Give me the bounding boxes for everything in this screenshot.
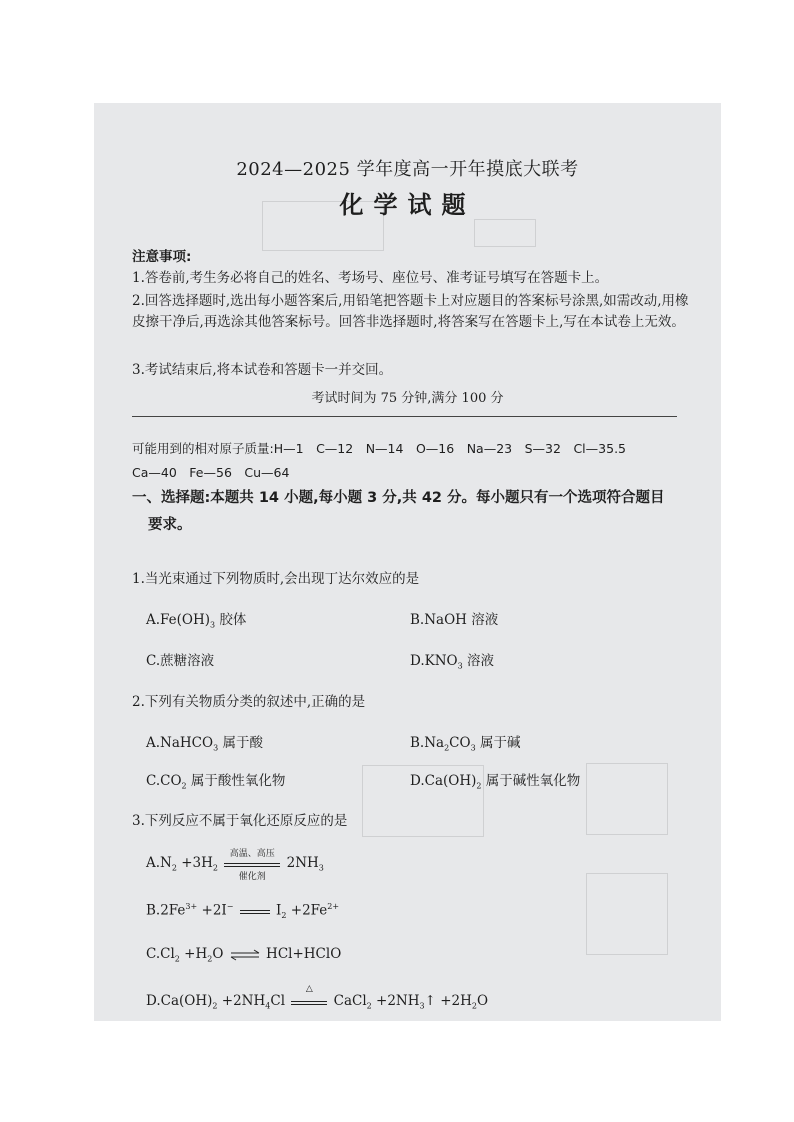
note-item: 3.考试结束后,将本试卷和答题卡一并交回。 <box>132 362 393 378</box>
reaction-a: $A.N_2 +3H_2$ 高温、高压 催化剂 $2NH_3$ <box>146 855 324 873</box>
exam-subject: 化学试题 <box>339 191 476 219</box>
reaction-arrow <box>224 848 280 882</box>
bleed-through-mark <box>474 219 536 247</box>
option-b: B.NaOH 溶液 <box>410 612 499 628</box>
bleed-through-mark <box>586 763 668 835</box>
option-d: $D.KNO_3$ 溶液 <box>410 653 494 671</box>
reaction-arrow <box>291 983 327 1009</box>
option-c: $C.CO_2$ 属于酸性氧化物 <box>146 773 286 791</box>
gas-arrow: ↑ <box>424 993 436 1009</box>
reaction-c: $C.Cl_2 +H_2O$ HCl+HClO <box>146 946 342 964</box>
question-stem: 1.当光束通过下列物质时,会出现丁达尔效应的是 <box>132 571 420 587</box>
exam-title: 2024—2025 学年度高一开年摸底大联考 <box>236 159 579 180</box>
question-stem: 3.下列反应不属于氧化还原反应的是 <box>132 813 348 829</box>
notes-heading: 注意事项: <box>132 249 192 265</box>
reaction-d: $D.Ca(OH)_2 +2NH_4Cl$ △ CaCl$_2$ $+2NH_3↑ +2H_2O$ <box>146 983 489 1011</box>
reversible-arrow <box>230 948 260 962</box>
option-b: $B.Na_2CO_3$ 属于碱 <box>410 735 521 753</box>
option-a: $A.Fe(OH)_3$ 胶体 <box>146 612 247 630</box>
reaction-equals <box>240 904 270 918</box>
exam-time-info: 考试时间为 75 分钟,满分 100 分 <box>311 391 504 406</box>
option-d: $D.Ca(OH)_2$ 属于碱性氧化物 <box>410 773 581 791</box>
reaction-condition-top: 高温、高压 <box>229 848 275 859</box>
bleed-through-mark <box>586 873 668 955</box>
option-c: C.蔗糖溶液 <box>146 653 215 669</box>
atomic-masses-line: Ca—40 Fe—56 Cu—64 <box>132 465 290 480</box>
note-item: 1.答卷前,考生务必将自己的姓名、考场号、座位号、准考证号填写在答题卡上。 <box>132 270 609 286</box>
heat-symbol: △ <box>305 983 313 994</box>
section-title-continued: 要求。 <box>148 517 192 533</box>
atomic-masses-line: 可能用到的相对原子质量:H—1 C—12 N—14 O—16 Na—23 S—32 Cl—35.5 <box>132 441 626 456</box>
question-stem: 2.下列有关物质分类的叙述中,正确的是 <box>132 694 366 710</box>
section-title: 一、选择题:本题共 14 小题,每小题 3 分,共 42 分。每小题只有一个选项符合题目 <box>132 490 665 506</box>
reaction-b: $B.2Fe^{3+} +2I^-$ $I_2 +2Fe^{2+}$ <box>146 902 340 921</box>
option-a: A.NaHCO$_3$ 属于酸 <box>146 735 263 753</box>
reaction-condition-bottom: 催化剂 <box>238 871 266 882</box>
exam-paper <box>94 103 721 1021</box>
divider <box>132 416 677 417</box>
note-item: 2.回答选择题时,选出每小题答案后,用铅笔把答题卡上对应题目的答案标号涂黑,如需改动,用橡皮擦干净后,再选涂其他答案标号。回答非选择题时,将答案写在答题卡上,写在本试卷上无效。 <box>132 293 689 330</box>
